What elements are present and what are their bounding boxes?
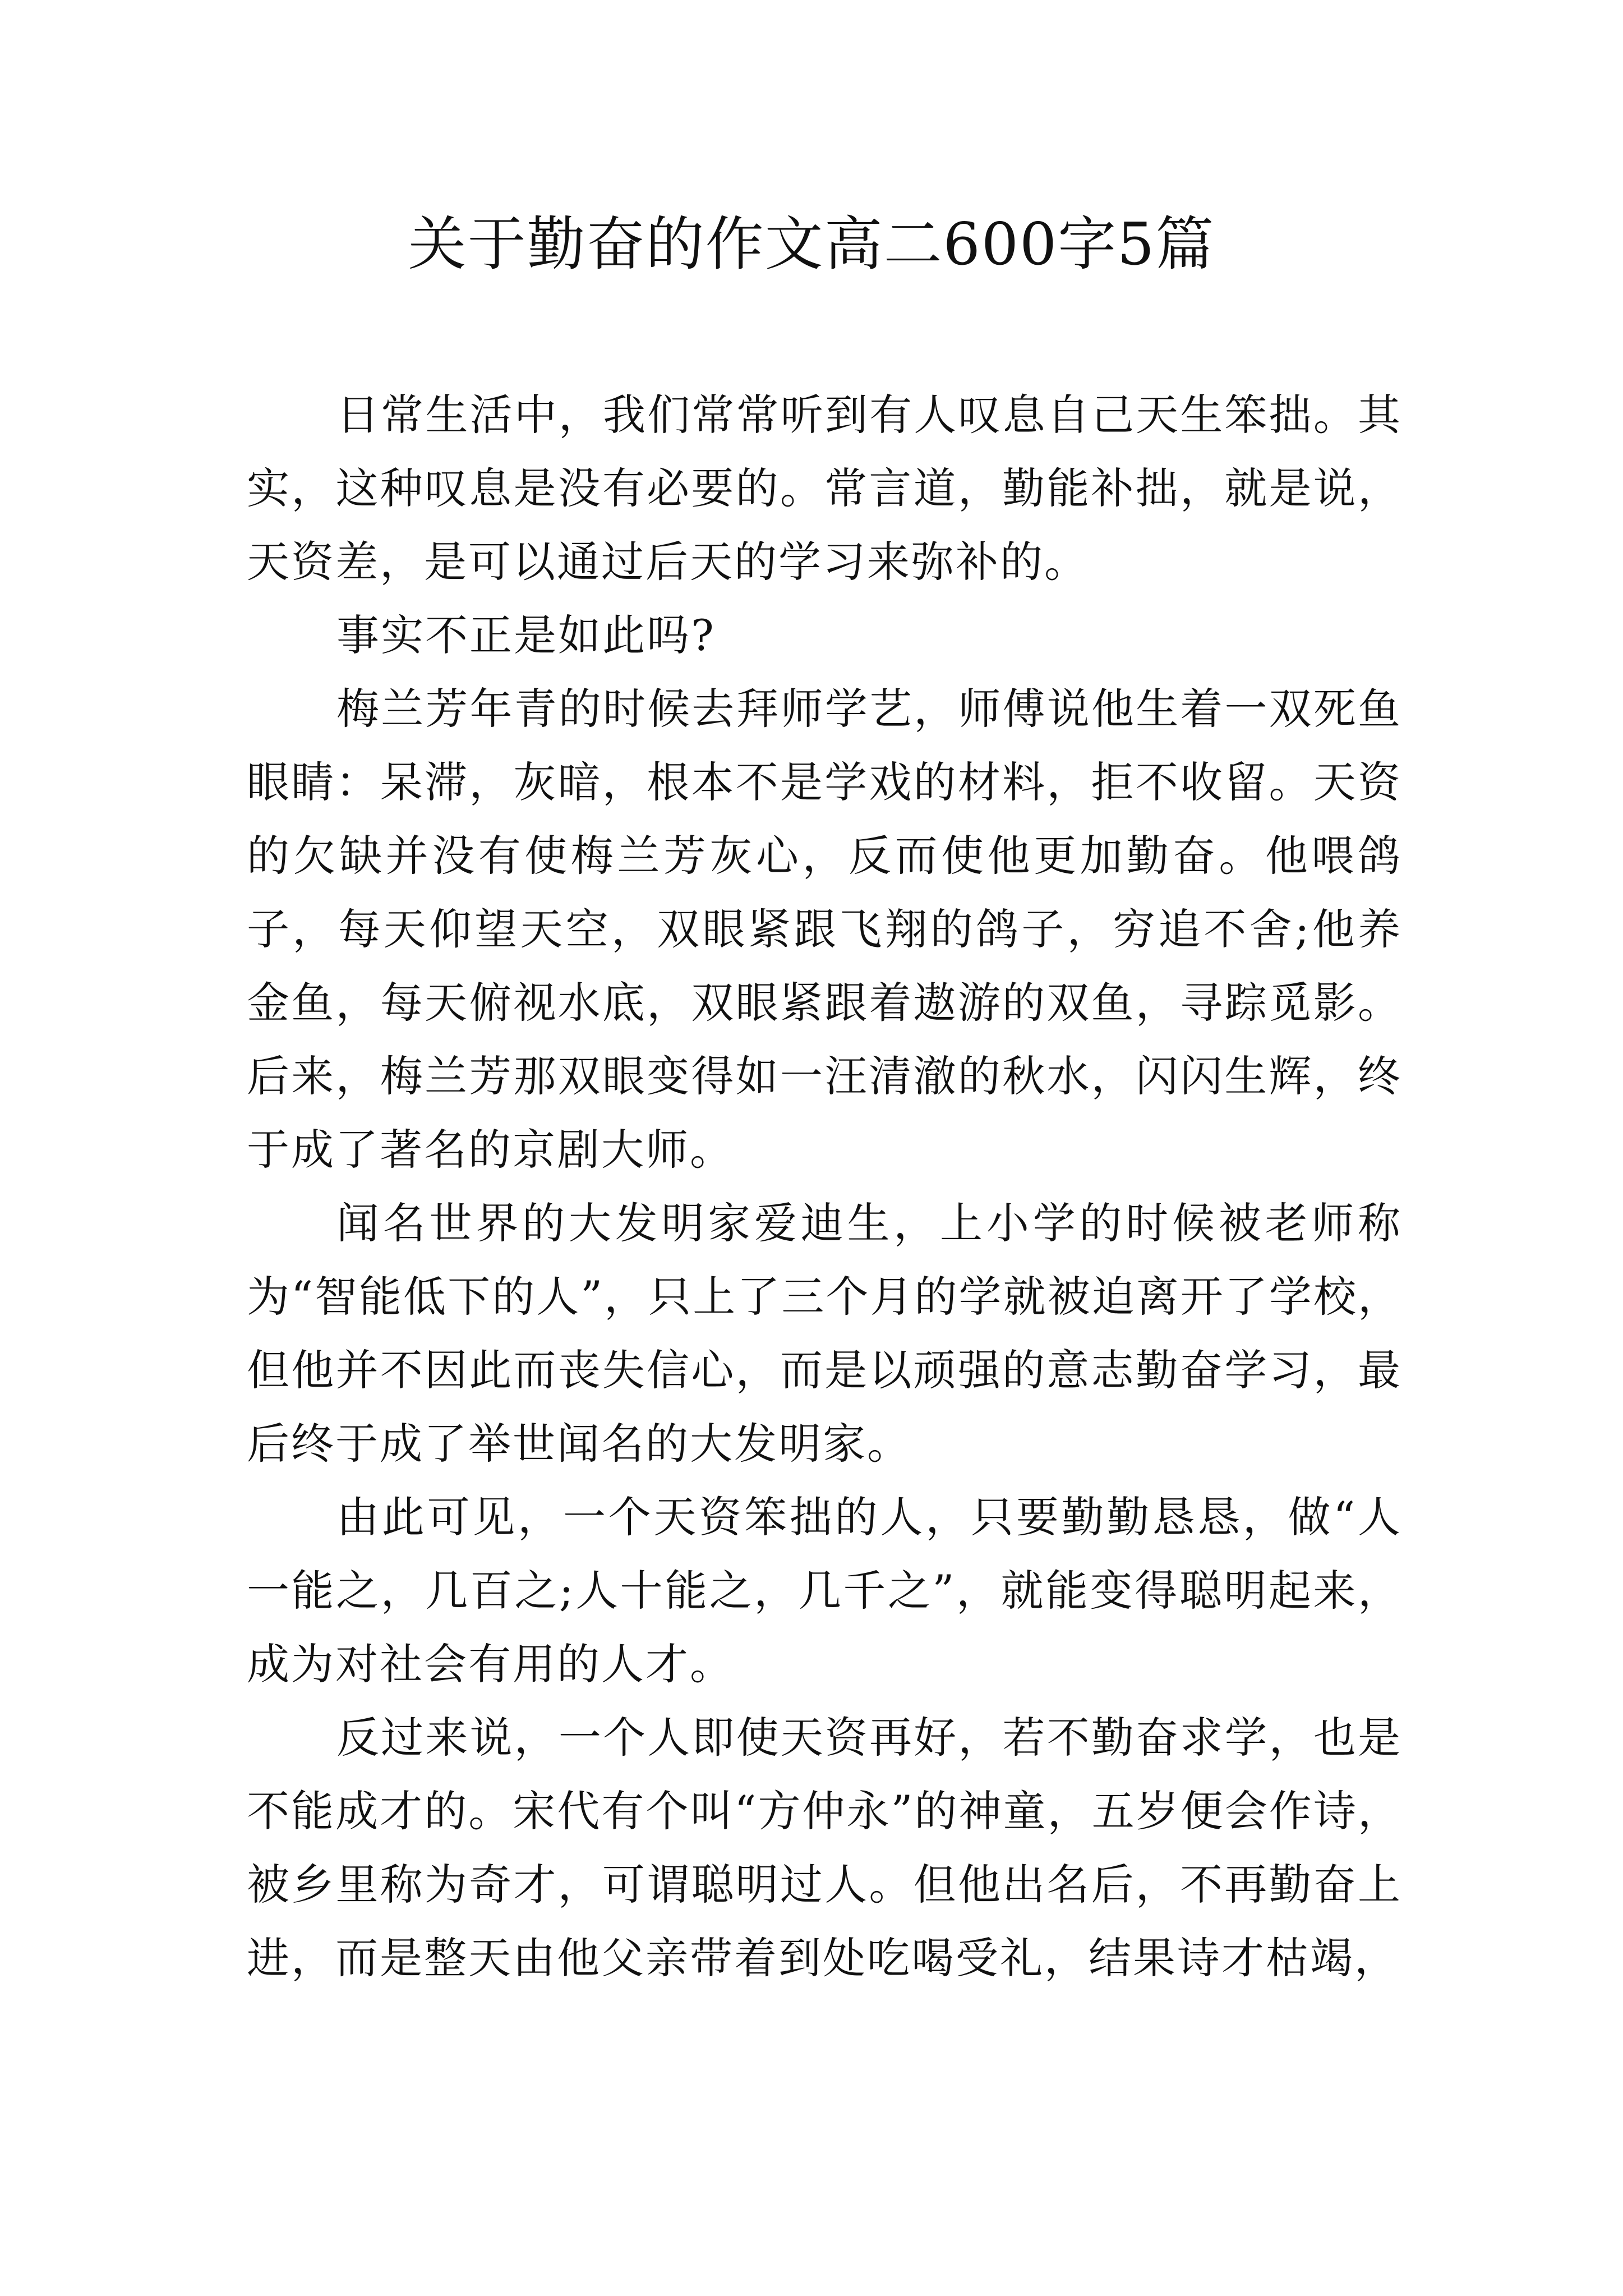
paragraph: 闻名世界的大发明家爱迪生，上小学的时候被老师称为“智能低下的人”，只上了三个月的学就被迫离开了学校，但他并不因此而丧失信心，而是以顽强的意志勤奋学习，最后终于成了举世闻名的大发明家。 <box>247 1198 1402 1469</box>
paragraph: 日常生活中，我们常常听到有人叹息自己天生笨拙。其实，这种叹息是没有必要的。常言道，勤能补拙，就是说，天资差，是可以通过后天的学习来弥补的。 <box>247 390 1402 587</box>
paragraph: 事实不正是如此吗? <box>336 610 716 660</box>
paragraph: 反过来说，一个人即使天资再好，若不勤奋求学，也是不能成才的。宋代有个叫“方仲永”的神童，五岁便会作诗，被乡里称为奇才，可谓聪明过人。但他出名后，不再勤奋上进，而是整天由他父亲带着到处吃喝受礼，结果诗才枯竭， <box>247 1713 1402 1983</box>
document-title: 关于勤奋的作文高二600字5篇 <box>408 210 1215 278</box>
paragraph: 梅兰芳年青的时候去拜师学艺，师傅说他生着一双死鱼眼睛：呆滞，灰暗，根本不是学戏的材料，拒不收留。天资的欠缺并没有使梅兰芳灰心，反而使他更加勤奋。他喂鸽子，每天仰望天空，双眼紧跟飞翔的鸽子，穷追不舍;他养金鱼，每天俯视水底，双眼紧跟着遨游的双鱼，寻踪觅影。后来，梅兰芳那双眼变得如一汪清澈的秋水，闪闪生辉，终于成了著名的京剧大师。 <box>247 684 1402 1175</box>
paragraph: 由此可见，一个天资笨拙的人，只要勤勤恳恳，做“人一能之，几百之;人十能之，几千之”，就能变得聪明起来，成为对社会有用的人才。 <box>247 1492 1402 1689</box>
document-body <box>247 378 1402 1995</box>
